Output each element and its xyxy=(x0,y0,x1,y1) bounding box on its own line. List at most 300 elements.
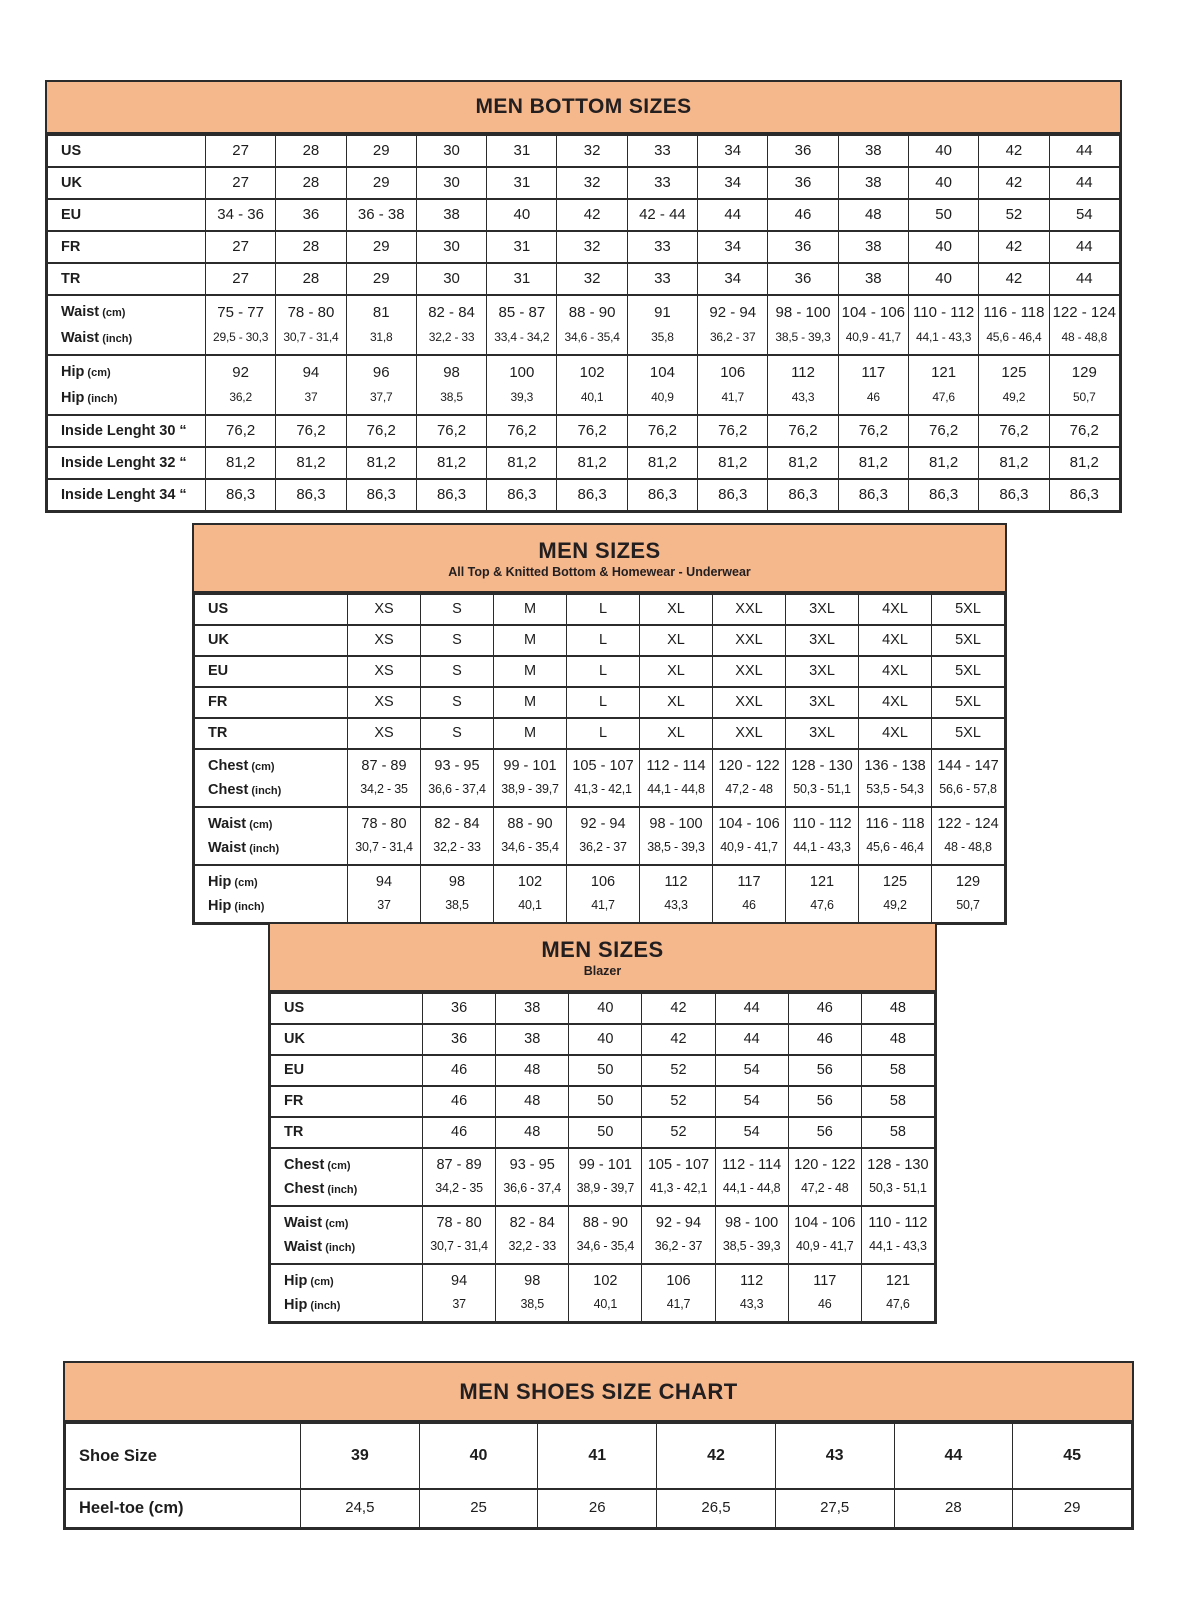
size-cell: XXL xyxy=(713,718,786,749)
row-label: Hip (cm) xyxy=(61,364,111,381)
size-cell: 34 - 36 xyxy=(206,199,276,231)
size-cell: 81,2 xyxy=(1049,447,1119,479)
size-cell: 38 xyxy=(838,167,908,199)
size-cell: 42 xyxy=(657,1423,776,1489)
size-cell: 36 - 38 xyxy=(346,199,416,231)
size-cell: 81,2 xyxy=(838,447,908,479)
size-cell: 76,2 xyxy=(416,415,486,447)
row-label: Inside Lenght 30 “ xyxy=(61,422,187,439)
table-row xyxy=(271,993,935,1024)
table-title: MEN SHOES SIZE CHART xyxy=(459,1378,738,1404)
size-cell: 4XL xyxy=(859,687,932,718)
table-row xyxy=(195,594,1005,625)
size-cell: XXL xyxy=(713,656,786,687)
size-cell: 88 - 90 34,6 - 35,4 xyxy=(557,295,627,355)
size-cell: 50 xyxy=(908,199,978,231)
size-cell: 34 xyxy=(698,135,768,167)
size-cell: 44 xyxy=(1049,263,1119,295)
size-cell: 36 xyxy=(768,135,838,167)
size-cell: 29 xyxy=(1013,1489,1132,1528)
size-grid xyxy=(47,134,1120,511)
size-cell: 38 xyxy=(416,199,486,231)
size-cell: 104 - 106 40,9 - 41,7 xyxy=(788,1206,861,1264)
size-cell: 46 xyxy=(768,199,838,231)
size-cell: 44 xyxy=(1049,167,1119,199)
size-cell: XL xyxy=(640,687,713,718)
row-label: Heel-toe (cm) xyxy=(79,1499,184,1518)
size-cell: XS xyxy=(348,718,421,749)
size-cell: 112 43,3 xyxy=(715,1264,788,1322)
size-cell: 92 - 94 36,2 - 37 xyxy=(698,295,768,355)
size-cell: 25 xyxy=(419,1489,538,1528)
size-cell: 81,2 xyxy=(627,447,697,479)
size-cell: 48 xyxy=(496,1086,569,1117)
size-cell: M xyxy=(494,625,567,656)
size-cell: 31 xyxy=(487,167,557,199)
size-cell: S xyxy=(421,687,494,718)
size-cell: 38 xyxy=(496,993,569,1024)
size-cell: XL xyxy=(640,656,713,687)
size-cell: 112 - 114 44,1 - 44,8 xyxy=(715,1148,788,1206)
row-label: TR xyxy=(61,270,81,287)
size-cell: L xyxy=(567,718,640,749)
size-cell: 40 xyxy=(908,167,978,199)
size-cell: 56 xyxy=(788,1086,861,1117)
size-cell: 40 xyxy=(487,199,557,231)
size-cell: 81,2 xyxy=(908,447,978,479)
size-cell: 54 xyxy=(1049,199,1119,231)
row-label: US xyxy=(61,142,82,159)
table-header xyxy=(47,82,1120,134)
size-cell: 144 - 147 56,6 - 57,8 xyxy=(932,749,1005,807)
size-cell: 121 47,6 xyxy=(861,1264,934,1322)
size-cell: 129 50,7 xyxy=(1049,355,1119,415)
size-cell: 81 31,8 xyxy=(346,295,416,355)
size-cell: 46 xyxy=(788,993,861,1024)
size-cell: 27 xyxy=(206,135,276,167)
size-cell: 76,2 xyxy=(979,415,1049,447)
size-cell: 50 xyxy=(569,1086,642,1117)
size-cell: 56 xyxy=(788,1117,861,1148)
size-cell: 117 46 xyxy=(713,865,786,923)
table-row xyxy=(48,263,1120,295)
size-cell: 44 xyxy=(698,199,768,231)
size-cell: 81,2 xyxy=(768,447,838,479)
size-cell: 86,3 xyxy=(276,479,346,511)
size-cell: M xyxy=(494,687,567,718)
size-cell: 3XL xyxy=(786,594,859,625)
size-cell: 36 xyxy=(768,263,838,295)
size-cell: 29 xyxy=(346,167,416,199)
size-cell: 48 xyxy=(496,1055,569,1086)
size-cell: 44 xyxy=(715,1024,788,1055)
size-cell: 28 xyxy=(276,135,346,167)
size-cell: 82 - 84 32,2 - 33 xyxy=(416,295,486,355)
row-label: Waist (inch) xyxy=(208,840,280,857)
size-cell: 33 xyxy=(627,231,697,263)
table-title: MEN SIZES xyxy=(541,936,664,962)
row-label: UK xyxy=(208,631,229,648)
table-subtitle: All Top & Knitted Bottom & Homewear - Underwear xyxy=(448,564,751,579)
size-cell: 45 xyxy=(1013,1423,1132,1489)
size-cell: 52 xyxy=(642,1055,715,1086)
size-cell: 81,2 xyxy=(487,447,557,479)
size-cell: 36 xyxy=(768,167,838,199)
size-cell: 86,3 xyxy=(979,479,1049,511)
size-cell: 5XL xyxy=(932,625,1005,656)
size-cell: 78 - 80 30,7 - 31,4 xyxy=(348,807,421,865)
size-cell: 44 xyxy=(715,993,788,1024)
size-cell: 122 - 124 48 - 48,8 xyxy=(932,807,1005,865)
row-label: UK xyxy=(284,1030,305,1047)
size-cell: 4XL xyxy=(859,625,932,656)
size-cell: 100 39,3 xyxy=(487,355,557,415)
table-row xyxy=(195,807,1005,865)
size-cell: 86,3 xyxy=(487,479,557,511)
table-row xyxy=(48,199,1120,231)
size-cell: 88 - 90 34,6 - 35,4 xyxy=(569,1206,642,1264)
size-cell: 40 xyxy=(908,263,978,295)
size-cell: S xyxy=(421,718,494,749)
size-cell: 32 xyxy=(557,263,627,295)
size-cell: 99 - 101 38,9 - 39,7 xyxy=(494,749,567,807)
size-cell: 78 - 80 30,7 - 31,4 xyxy=(276,295,346,355)
size-cell: 46 xyxy=(423,1055,496,1086)
size-cell: 87 - 89 34,2 - 35 xyxy=(423,1148,496,1206)
size-cell: L xyxy=(567,656,640,687)
size-cell: XS xyxy=(348,625,421,656)
size-cell: 81,2 xyxy=(698,447,768,479)
table-row xyxy=(271,1264,935,1322)
size-cell: 117 46 xyxy=(788,1264,861,1322)
men-shoes-size-chart-table xyxy=(63,1361,1134,1530)
size-cell: 32 xyxy=(557,167,627,199)
size-cell: 76,2 xyxy=(838,415,908,447)
table-row xyxy=(48,447,1120,479)
size-cell: 50 xyxy=(569,1055,642,1086)
size-cell: 76,2 xyxy=(346,415,416,447)
size-cell: 110 - 112 44,1 - 43,3 xyxy=(861,1206,934,1264)
row-label: TR xyxy=(284,1123,304,1140)
size-cell: 26 xyxy=(538,1489,657,1528)
size-cell: 58 xyxy=(861,1055,934,1086)
row-label: Inside Lenght 34 “ xyxy=(61,486,187,503)
table-row xyxy=(271,1024,935,1055)
size-cell: 31 xyxy=(487,231,557,263)
size-cell: 81,2 xyxy=(557,447,627,479)
size-cell: 106 41,7 xyxy=(642,1264,715,1322)
size-cell: 99 - 101 38,9 - 39,7 xyxy=(569,1148,642,1206)
size-cell: 42 xyxy=(642,1024,715,1055)
size-cell: 117 46 xyxy=(838,355,908,415)
table-row xyxy=(271,1206,935,1264)
row-label: EU xyxy=(208,662,229,679)
size-cell: 86,3 xyxy=(206,479,276,511)
row-label: US xyxy=(208,600,229,617)
row-label: Waist (cm) xyxy=(61,304,126,321)
size-cell: 4XL xyxy=(859,718,932,749)
size-cell: 98 - 100 38,5 - 39,3 xyxy=(640,807,713,865)
size-cell: 34 xyxy=(698,263,768,295)
size-cell: 38 xyxy=(838,135,908,167)
size-cell: 76,2 xyxy=(698,415,768,447)
row-label: Hip (cm) xyxy=(208,873,258,890)
size-cell: 58 xyxy=(861,1086,934,1117)
table-row xyxy=(271,1117,935,1148)
size-cell: 88 - 90 34,6 - 35,4 xyxy=(494,807,567,865)
size-cell: 42 xyxy=(979,263,1049,295)
size-cell: 112 43,3 xyxy=(768,355,838,415)
table-row xyxy=(195,625,1005,656)
table-row xyxy=(195,865,1005,923)
size-cell: 76,2 xyxy=(487,415,557,447)
size-cell: 48 xyxy=(838,199,908,231)
size-cell: 29 xyxy=(346,135,416,167)
size-cell: L xyxy=(567,625,640,656)
size-cell: 120 - 122 47,2 - 48 xyxy=(788,1148,861,1206)
size-cell: 98 - 100 38,5 - 39,3 xyxy=(768,295,838,355)
size-cell: 3XL xyxy=(786,625,859,656)
size-cell: 30 xyxy=(416,167,486,199)
size-cell: M xyxy=(494,718,567,749)
size-cell: 30 xyxy=(416,263,486,295)
size-cell: 50 xyxy=(569,1117,642,1148)
men-sizes-blazer-table xyxy=(268,922,937,1324)
size-cell: 94 37 xyxy=(348,865,421,923)
row-label: US xyxy=(284,999,305,1016)
size-cell: 76,2 xyxy=(1049,415,1119,447)
size-cell: 58 xyxy=(861,1117,934,1148)
size-cell: 3XL xyxy=(786,687,859,718)
size-cell: 3XL xyxy=(786,718,859,749)
size-cell: 94 37 xyxy=(423,1264,496,1322)
size-cell: 76,2 xyxy=(206,415,276,447)
row-label: Waist (cm) xyxy=(284,1214,349,1231)
row-label: Inside Lenght 32 “ xyxy=(61,454,187,471)
size-cell: 30 xyxy=(416,231,486,263)
size-cell: 3XL xyxy=(786,656,859,687)
size-cell: 121 47,6 xyxy=(908,355,978,415)
size-cell: 44 xyxy=(894,1423,1013,1489)
size-cell: 81,2 xyxy=(206,447,276,479)
size-cell: XXL xyxy=(713,687,786,718)
size-cell: 27 xyxy=(206,167,276,199)
size-cell: 98 38,5 xyxy=(496,1264,569,1322)
size-cell: 86,3 xyxy=(416,479,486,511)
size-cell: 48 xyxy=(861,1024,934,1055)
size-cell: 86,3 xyxy=(1049,479,1119,511)
table-header xyxy=(65,1363,1132,1422)
table-row xyxy=(48,355,1120,415)
row-label: EU xyxy=(61,206,82,223)
row-label: Chest (cm) xyxy=(284,1156,351,1173)
size-cell: 46 xyxy=(423,1117,496,1148)
row-label: Hip (inch) xyxy=(61,389,118,406)
size-cell: 42 - 44 xyxy=(627,199,697,231)
size-cell: 24,5 xyxy=(301,1489,420,1528)
row-label: TR xyxy=(208,724,228,741)
size-cell: 52 xyxy=(642,1086,715,1117)
size-cell: XS xyxy=(348,594,421,625)
size-cell: 116 - 118 45,6 - 46,4 xyxy=(859,807,932,865)
size-cell: 76,2 xyxy=(908,415,978,447)
table-header xyxy=(270,924,935,992)
size-cell: 96 37,7 xyxy=(346,355,416,415)
size-cell: 93 - 95 36,6 - 37,4 xyxy=(496,1148,569,1206)
size-cell: 34 xyxy=(698,231,768,263)
size-cell: S xyxy=(421,625,494,656)
men-sizes-top-knitted-table xyxy=(192,523,1007,925)
size-cell: 86,3 xyxy=(768,479,838,511)
row-label: Waist (inch) xyxy=(61,329,133,346)
size-cell: 82 - 84 32,2 - 33 xyxy=(496,1206,569,1264)
size-cell: 85 - 87 33,4 - 34,2 xyxy=(487,295,557,355)
table-row xyxy=(48,167,1120,199)
size-cell: 38 xyxy=(838,263,908,295)
size-cell: 31 xyxy=(487,263,557,295)
size-cell: 106 41,7 xyxy=(698,355,768,415)
table-row xyxy=(48,231,1120,263)
row-label: FR xyxy=(208,693,228,710)
men-bottom-sizes-table xyxy=(45,80,1122,513)
table-row xyxy=(271,1055,935,1086)
size-cell: 110 - 112 44,1 - 43,3 xyxy=(786,807,859,865)
size-cell: 76,2 xyxy=(768,415,838,447)
size-cell: 106 41,7 xyxy=(567,865,640,923)
size-cell: 105 - 107 41,3 - 42,1 xyxy=(642,1148,715,1206)
size-cell: 120 - 122 47,2 - 48 xyxy=(713,749,786,807)
size-cell: 54 xyxy=(715,1117,788,1148)
size-cell: 86,3 xyxy=(838,479,908,511)
size-grid xyxy=(194,593,1005,923)
size-cell: 92 - 94 36,2 - 37 xyxy=(567,807,640,865)
size-cell: 112 - 114 44,1 - 44,8 xyxy=(640,749,713,807)
size-cell: 128 - 130 50,3 - 51,1 xyxy=(786,749,859,807)
size-cell: 86,3 xyxy=(557,479,627,511)
size-cell: 31 xyxy=(487,135,557,167)
row-label: Waist (cm) xyxy=(208,815,273,832)
size-cell: 34 xyxy=(698,167,768,199)
size-cell: 28 xyxy=(276,231,346,263)
size-cell: 116 - 118 45,6 - 46,4 xyxy=(979,295,1049,355)
table-row xyxy=(195,687,1005,718)
size-cell: 112 43,3 xyxy=(640,865,713,923)
size-cell: 125 49,2 xyxy=(979,355,1049,415)
size-cell: 44 xyxy=(1049,231,1119,263)
size-cell: 42 xyxy=(642,993,715,1024)
row-label: FR xyxy=(284,1092,304,1109)
size-cell: 105 - 107 41,3 - 42,1 xyxy=(567,749,640,807)
size-cell: 110 - 112 44,1 - 43,3 xyxy=(908,295,978,355)
table-row xyxy=(48,295,1120,355)
size-cell: 42 xyxy=(979,135,1049,167)
size-cell: 40 xyxy=(569,1024,642,1055)
table-row xyxy=(195,656,1005,687)
size-cell: 92 - 94 36,2 - 37 xyxy=(642,1206,715,1264)
size-cell: 98 38,5 xyxy=(421,865,494,923)
size-cell: XL xyxy=(640,625,713,656)
size-cell: 87 - 89 34,2 - 35 xyxy=(348,749,421,807)
size-cell: 93 - 95 36,6 - 37,4 xyxy=(421,749,494,807)
size-cell: 52 xyxy=(642,1117,715,1148)
table-row xyxy=(195,749,1005,807)
size-cell: 41 xyxy=(538,1423,657,1489)
table-row xyxy=(195,718,1005,749)
table-row xyxy=(66,1489,1132,1528)
table-row xyxy=(66,1423,1132,1489)
size-cell: 43 xyxy=(775,1423,894,1489)
size-cell: 42 xyxy=(979,167,1049,199)
size-cell: 29 xyxy=(346,263,416,295)
size-cell: 56 xyxy=(788,1055,861,1086)
size-cell: 86,3 xyxy=(908,479,978,511)
size-cell: 36 xyxy=(423,1024,496,1055)
size-cell: 28 xyxy=(894,1489,1013,1528)
size-cell: 38 xyxy=(838,231,908,263)
size-cell: M xyxy=(494,656,567,687)
size-cell: 82 - 84 32,2 - 33 xyxy=(421,807,494,865)
size-cell: XXL xyxy=(713,594,786,625)
size-cell: 28 xyxy=(276,263,346,295)
row-label: Shoe Size xyxy=(79,1446,157,1465)
size-cell: M xyxy=(494,594,567,625)
size-cell: 5XL xyxy=(932,718,1005,749)
size-cell: 102 40,1 xyxy=(557,355,627,415)
size-cell: 102 40,1 xyxy=(569,1264,642,1322)
row-label: Chest (inch) xyxy=(284,1181,358,1198)
size-cell: 76,2 xyxy=(557,415,627,447)
row-label: Hip (cm) xyxy=(284,1272,334,1289)
size-cell: 94 37 xyxy=(276,355,346,415)
size-grid xyxy=(65,1422,1132,1528)
size-cell: 54 xyxy=(715,1055,788,1086)
size-cell: 75 - 77 29,5 - 30,3 xyxy=(206,295,276,355)
size-cell: 27 xyxy=(206,231,276,263)
size-cell: 40 xyxy=(569,993,642,1024)
table-header xyxy=(194,525,1005,593)
size-cell: XL xyxy=(640,594,713,625)
size-cell: S xyxy=(421,656,494,687)
table-row xyxy=(271,1148,935,1206)
size-cell: 129 50,7 xyxy=(932,865,1005,923)
size-cell: 27 xyxy=(206,263,276,295)
size-cell: 81,2 xyxy=(979,447,1049,479)
size-cell: 121 47,6 xyxy=(786,865,859,923)
size-cell: 54 xyxy=(715,1086,788,1117)
size-cell: 128 - 130 50,3 - 51,1 xyxy=(861,1148,934,1206)
size-cell: 32 xyxy=(557,135,627,167)
table-title: MEN SIZES xyxy=(538,537,661,563)
table-row xyxy=(271,1086,935,1117)
size-cell: 40 xyxy=(419,1423,538,1489)
size-cell: XL xyxy=(640,718,713,749)
size-cell: 136 - 138 53,5 - 54,3 xyxy=(859,749,932,807)
size-cell: 30 xyxy=(416,135,486,167)
size-cell: 42 xyxy=(979,231,1049,263)
size-cell: XXL xyxy=(713,625,786,656)
size-cell: 76,2 xyxy=(276,415,346,447)
row-label: Hip (inch) xyxy=(208,898,265,915)
table-subtitle: Blazer xyxy=(583,963,622,978)
size-grid xyxy=(270,992,935,1322)
size-cell: 104 - 106 40,9 - 41,7 xyxy=(838,295,908,355)
size-cell: 5XL xyxy=(932,594,1005,625)
size-cell: 81,2 xyxy=(416,447,486,479)
table-row xyxy=(48,135,1120,167)
row-label: EU xyxy=(284,1061,305,1078)
size-cell: 32 xyxy=(557,231,627,263)
row-label: FR xyxy=(61,238,81,255)
